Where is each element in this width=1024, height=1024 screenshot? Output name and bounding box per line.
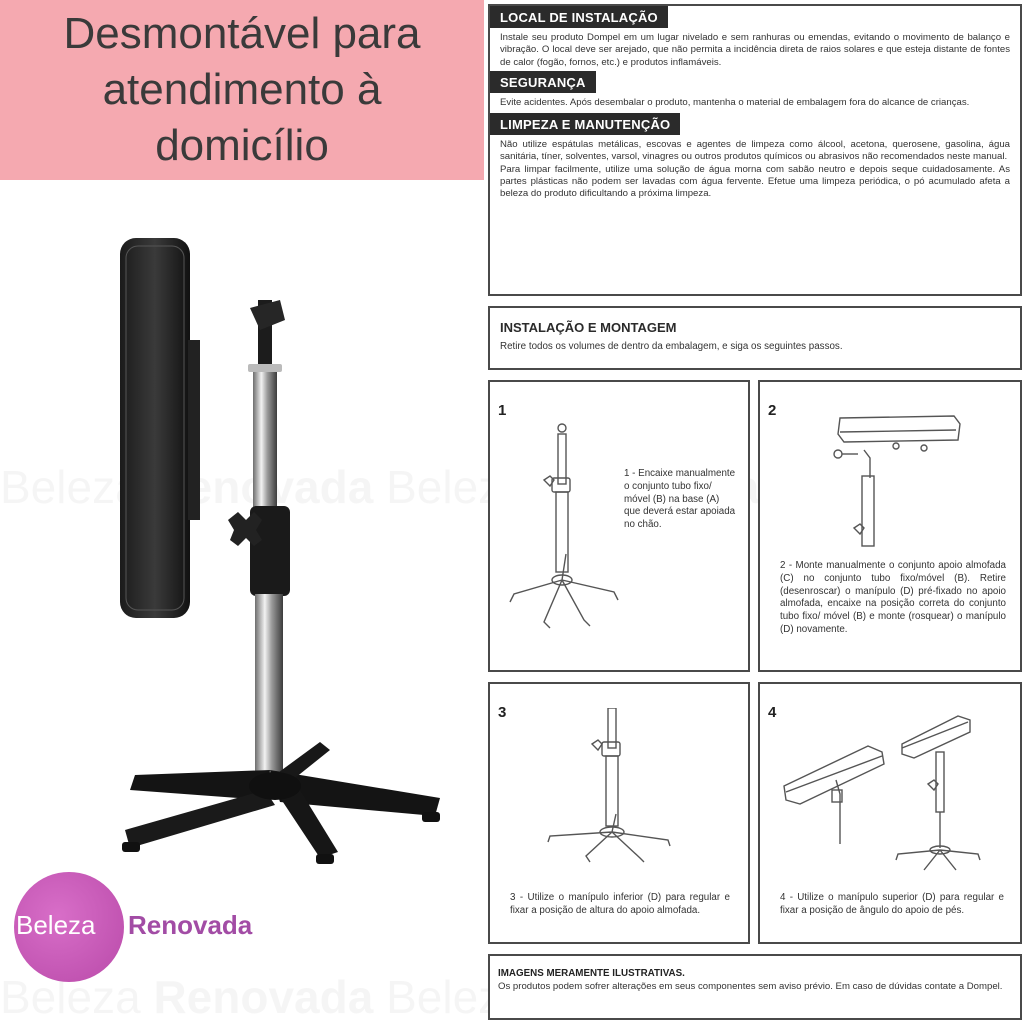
step-1-text: 1 - Encaixe manualmente o conjunto tubo fixo/ móvel (B) na base (A) que deverá estar apoiada no chão. [624,468,736,531]
step-4-illustration [778,708,998,878]
headline-banner [0,0,484,180]
headline-line-2: atendimento à [102,65,382,114]
section-title-instalacao: INSTALAÇÃO E MONTAGEM [500,320,677,335]
step-1-illustration [504,422,624,642]
section-local [490,6,1020,69]
step-3-number: 3 [498,704,507,721]
section-text-seguranca: Evite acidentes. Após desembalar o produto, mantenha o material de embalagem fora do alcance de crianças. [500,96,970,108]
product-image [100,230,460,890]
headline-line-1: Desmontável para [63,9,421,58]
disclaimer-title: IMAGENS MERAMENTE ILUSTRATIVAS. [498,968,685,979]
section-limpeza [490,113,1020,200]
disclaimer-text: Os produtos podem sofrer alterações em seus componentes sem aviso prévio. Em caso de dúvidas contate a Dompel. [498,981,1003,992]
step-2-text: 2 - Monte manualmente o conjunto apoio almofada (C) no conjunto tubo fixo/móvel (B). Retire (desenroscar) o manípulo (D) pré-fixado no apoio almofada, encaixe na posição correta do conjunto tubo fixo/ móvel (B) e monte (rosquear) o manípulo (D) novamente. [780,560,1006,635]
step-2-box [758,380,1022,672]
section-title-seguranca: SEGURANÇA [490,71,596,93]
section-text-limpeza-2: Para limpar facilmente, utilize uma solução de água morna com sabão neutro e depois seque cuidadosamente. As partes plásticas não podem ser lavadas com água fervente. Efetue uma limpeza periódica, o pó acumulado afeta a beleza do produto dificultando a próxima limpeza. [500,163,1010,200]
logo-word-renovada: Renovada [128,910,253,940]
logo-word-beleza: Beleza [16,910,96,940]
step-2-illustration [830,410,970,560]
disclaimer-box [488,954,1022,1020]
step-3-illustration [540,708,680,868]
step-4-number: 4 [768,704,777,721]
step-1-number: 1 [498,402,507,419]
section-title-limpeza: LIMPEZA E MANUTENÇÃO [490,113,680,135]
section-title-local: LOCAL DE INSTALAÇÃO [490,6,668,28]
section-text-limpeza-1: Não utilize espátulas metálicas, escovas e agentes de limpeza como álcool, acetona, querosene, gasolina, água sanitária, tíner, solventes, varsol, vinagres ou outros produtos químicos ou abrasivos não recomendados neste manual. [500,139,1010,163]
step-3-box [488,682,750,944]
care-instructions-box [488,4,1022,296]
brand-logo [14,872,304,982]
step-4-text: 4 - Utilize o manípulo superior (D) para regular e fixar a posição de ângulo do apoio de pés. [780,892,1004,916]
section-text-local: Instale seu produto Dompel em um lugar nivelado e sem ranhuras ou emendas, evitando o movimento de balanço e vibração. O local deve ser arejado, que não permita a incidência direta de raios solares e que esteja distante de fontes de calor (fogão, fornos, etc.) e produtos inflamáveis. [500,32,1010,68]
step-2-number: 2 [768,402,777,419]
step-3-text: 3 - Utilize o manípulo inferior (D) para regular e fixar a posição de altura do apoio almofada. [510,892,730,916]
section-text-instalacao: Retire todos os volumes de dentro da embalagem, e siga os seguintes passos. [500,341,843,352]
installation-header-box [488,306,1022,370]
step-1-box [488,380,750,672]
headline-line-3: domicílio [155,121,329,170]
step-4-box [758,682,1022,944]
section-seguranca [490,71,1020,109]
